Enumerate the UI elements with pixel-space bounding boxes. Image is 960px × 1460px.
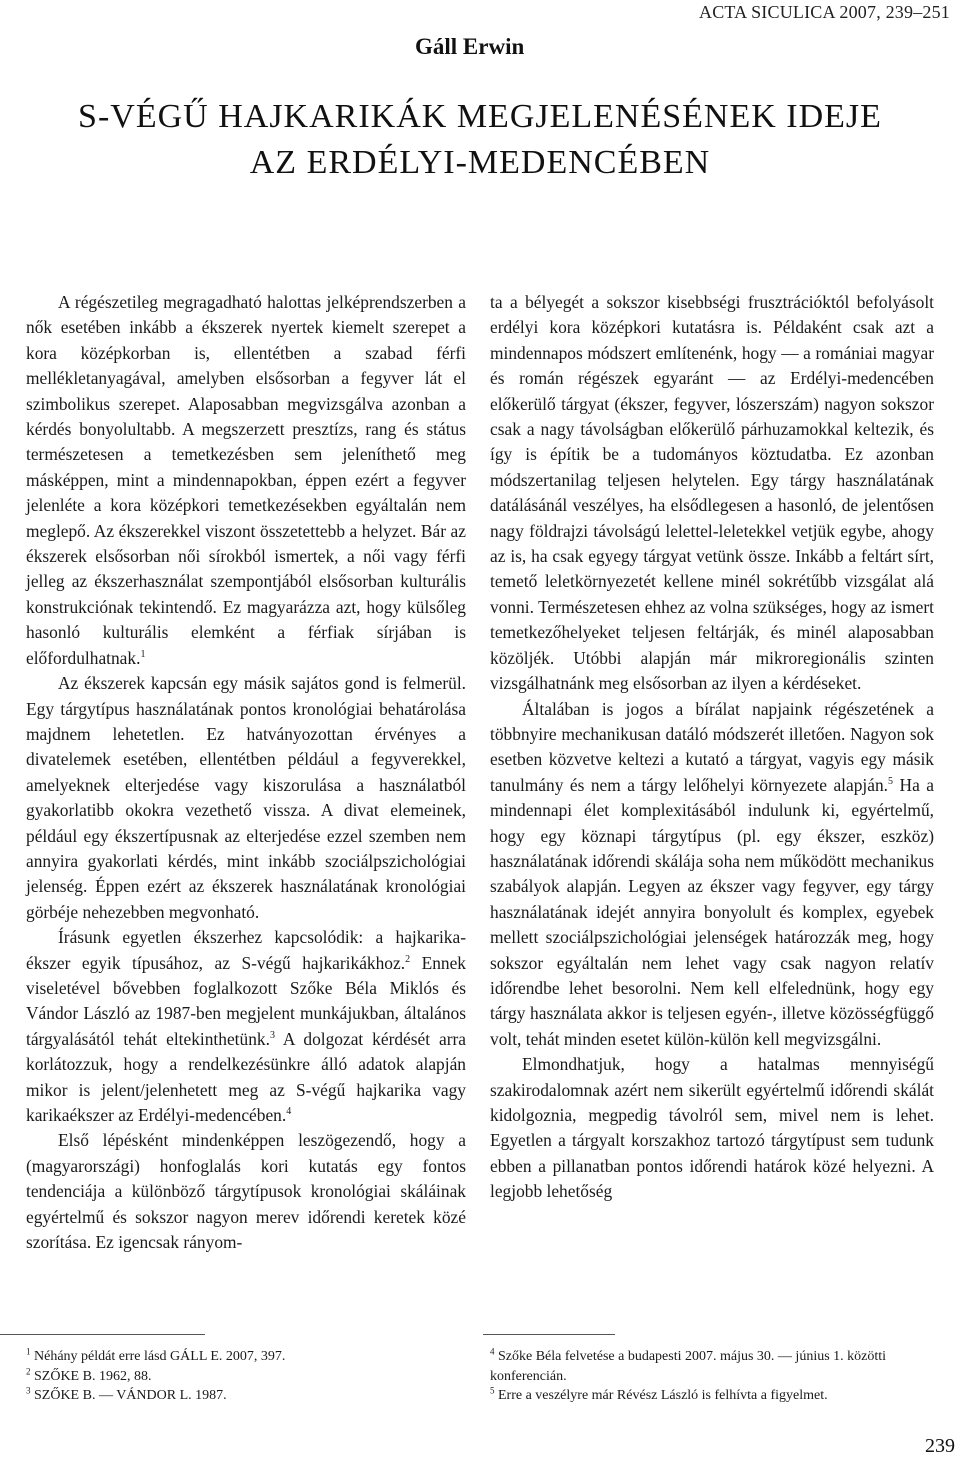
footnote-ref-1: 1 bbox=[140, 648, 146, 660]
footnote-divider-left bbox=[0, 1334, 205, 1335]
footnote-2 bbox=[26, 1367, 466, 1387]
footnote-4 bbox=[490, 1347, 934, 1386]
footnote-4-num: 4 bbox=[490, 1346, 495, 1357]
left-column bbox=[26, 290, 466, 1255]
article-title bbox=[0, 94, 960, 186]
paragraph-5: ta a bélyegét a sokszor kisebbségi frusztrációktól befolyásolt erdélyi kora középkori kutatásra is. Példaként csak azt a mindennapos módszert említenénk, hogy — a romániai magyar és román régészek egyaránt — az Erdélyi-medencében előkerülő tárgyat (ékszer, fegyver, lószerszám) nagyon sokszor csak a nagy távolságban előkerülő párhuzamokkal keltezik, és így is építik be a tudományos köztudatba. Ez azonban módszertanilag teljesen helytelen. Egy tárgy használatának datálásánál veszélyes, ha elsődlegesen a hasonló, de jelentősen nagy földrajzi távolságú lelettel-leletekkel vetjük egybe, ahogy az is, ha csak egyegy tárgyat vetünk össze. Inkább a feltárt sírt, temető leletkörnyezetét kellene minél sokrétűbb vizsgálat alá vonni. Természetesen ehhez az volna szükséges, hogy az ismert temetkezőhelyeket teljesen feltárják, és minél alaposabban közöljék. Utóbbi alapján már mikroregionális szinten vizsgálhatnánk meg elsősorban az ilyen a kérdéseket. bbox=[490, 292, 934, 694]
footnote-3-text: SZŐKE B. — VÁNDOR L. 1987. bbox=[34, 1388, 227, 1403]
footnote-divider-right bbox=[483, 1334, 615, 1335]
paragraph-3-text-c: A dolgozat kérdését arra korlátozzuk, hogy a rendelkezésünkre álló adatok alapján mikor is jelent/jelenhetett meg az S-végű hajkarika vagy karikaékszer az Erdélyi-medencében. bbox=[26, 1028, 466, 1125]
footnote-ref-4: 4 bbox=[286, 1106, 292, 1118]
right-column bbox=[490, 290, 934, 1205]
footnote-5-text: Erre a veszélyre már Révész László is felhívta a figyelmet. bbox=[498, 1388, 828, 1403]
footnote-2-num: 2 bbox=[26, 1365, 31, 1376]
paragraph-6-text-a: Általában is jogos a bírálat napjaink régészetének a többnyire mechanikusan datáló módszerét illetően. Nagyon sok esetben közvetve keltezi a kutató a tárgyat, vagyis egy másik tanulmány és nem a tárgy lelőhelyi környezete alapján. bbox=[490, 698, 934, 795]
footnote-1-text: Néhány példát erre lásd GÁLL E. 2007, 397. bbox=[34, 1349, 286, 1364]
journal-header: ACTA SICULICA 2007, 239–251 bbox=[699, 2, 950, 22]
page-number: 239 bbox=[925, 1435, 955, 1457]
footnote-ref-3: 3 bbox=[269, 1029, 275, 1041]
title-line-2: AZ ERDÉLYI-MEDENCÉBEN bbox=[249, 144, 711, 181]
footnote-5 bbox=[490, 1386, 934, 1406]
footnote-1-num: 1 bbox=[26, 1346, 31, 1357]
footnote-3 bbox=[26, 1386, 466, 1406]
paragraph-6 bbox=[490, 697, 934, 1053]
footnote-2-text: SZŐKE B. 1962, 88. bbox=[34, 1368, 152, 1384]
footnotes-left bbox=[26, 1347, 466, 1406]
footnotes-right bbox=[490, 1347, 934, 1406]
paragraph-3-text-b: Ennek viseletével bővebben foglalkozott Szőke Béla Miklós és Vándor László az 1987-ben megjelent munkájukban, általános tárgyalásától tehát eltekinthetünk. bbox=[26, 952, 466, 1049]
footnote-1 bbox=[26, 1347, 466, 1367]
paragraph-6-text-b: Ha a mindennapi élet komplexitásából indulunk ki, egyértelmű, hogy egy köznapi tárgytípus (pl. egy ékszer, eszköz) használatának időrendi skálája soha nem működött mechanikus szabályok alapján. Legyen az ékszer vagy fegyver, egy tárgy használatának idejét annyira bonyolult és komplex, egyebek mellett szociálpszichológiai jelenségek határozzák meg, hogy sokszor egyáltalán nem lehet vagy csak nagyon relatív időrendbe lehet besorolni. Nem kell elfelednünk, hogy egy tárgy használata akkor is teljesen egyén-, illetve közösségfüggő volt, tehát minden esetet külön-külön kell megvizsgálni. bbox=[490, 774, 934, 1049]
paragraph-3-text-a: Írásunk egyetlen ékszerhez kapcsolódik: a hajkarika-ékszer egyik típusához, az S-végű hajkarikákhoz. bbox=[26, 927, 466, 973]
footnote-4-text: Szőke Béla felvetése a budapesti 2007. május 30. — június 1. közötti konferencián. bbox=[490, 1349, 887, 1384]
paragraph-3 bbox=[26, 925, 466, 1128]
title-line-1: S-VÉGŰ HAJKARIKÁK MEGJELENÉSÉNEK IDEJE bbox=[78, 98, 882, 135]
paragraph-1 bbox=[26, 290, 466, 671]
footnote-ref-2: 2 bbox=[405, 953, 411, 965]
author-name: Gáll Erwin bbox=[415, 34, 525, 59]
paragraph-4: Első lépésként mindenképpen leszögezendő, hogy a (magyarországi) honfoglalás kori kutatás egy fontos tendenciája a különböző tárgytípusok kronológiai skáláinak egyértelmű és sokszor nagyon merev időrendi keretek közé szorítása. Ez igencsak rányom- bbox=[26, 1130, 466, 1253]
paragraph-7: Elmondhatjuk, hogy a hatalmas mennyiségű szakirodalomnak azért nem sikerült egyértelmű időrendi skálát kidolgoznia, megpedig távolról sem, mivel nem is lehet. Egyetlen a tárgyalt korszakhoz tartozó tárgytípust sem tudunk ebben a pillanatban pontos időrendi határok közé helyezni. A legjobb lehetőség bbox=[490, 1054, 934, 1202]
footnote-ref-5: 5 bbox=[888, 775, 894, 787]
footnote-5-num: 5 bbox=[490, 1385, 495, 1396]
footnote-3-num: 3 bbox=[26, 1385, 31, 1396]
paragraph-1-text: A régészetileg megragadható halottas jelképrendszerben a nők esetében inkább a ékszerek nyertek kiemelt szerepet a kora középkorban is, ellentétben a szabad férfi mellékletanyagával, amelyben elsősorban a fegyver lát el szimbolikus szerepet. Alaposabban megvizsgálva azonban a kérdés bonyolultabb. A megszerzett presztízs, rang és státus természetesen a temetkezésben sem jeleníthető meg másképpen, mint a mindennapokban, éppen ezért a fegyver jelenléte a kora középkori temetkezésekben egyáltalán nem meglepő. Az ékszerekkel viszont összetettebb a helyzet. Bár az ékszerek elsősorban női sírokból ismertek, a női vagy férfi jelleg az ékszerhasználat szempontjából elsősorban kulturális konstrukciónak tekintendő. Ez magyarázza azt, hogy külsőleg hasonló kulturális elemként a férfiak sírjában is előfordulhatnak. bbox=[26, 292, 466, 668]
paragraph-2: Az ékszerek kapcsán egy másik sajátos gond is felmerül. Egy tárgytípus használatának pontos kronológiai behatárolása majdnem lehetetlen. Ez hatványozottan érvényes a divatelemek esetében, ellentétben például a fegyverekkel, amelyeknek elterjedése vagy kiszorulása a használatból gyakorlatibb okokra vezethető vissza. A divat elemeinek, például egy ékszertípusnak az elterjedése ezzel szemben nem annyira gyakorlati kérdés, mint inkább szociálpszichológiai jelenség. Éppen ezért az ékszerek használatának kronológiai görbéje nehezebben megvonható. bbox=[26, 673, 466, 922]
